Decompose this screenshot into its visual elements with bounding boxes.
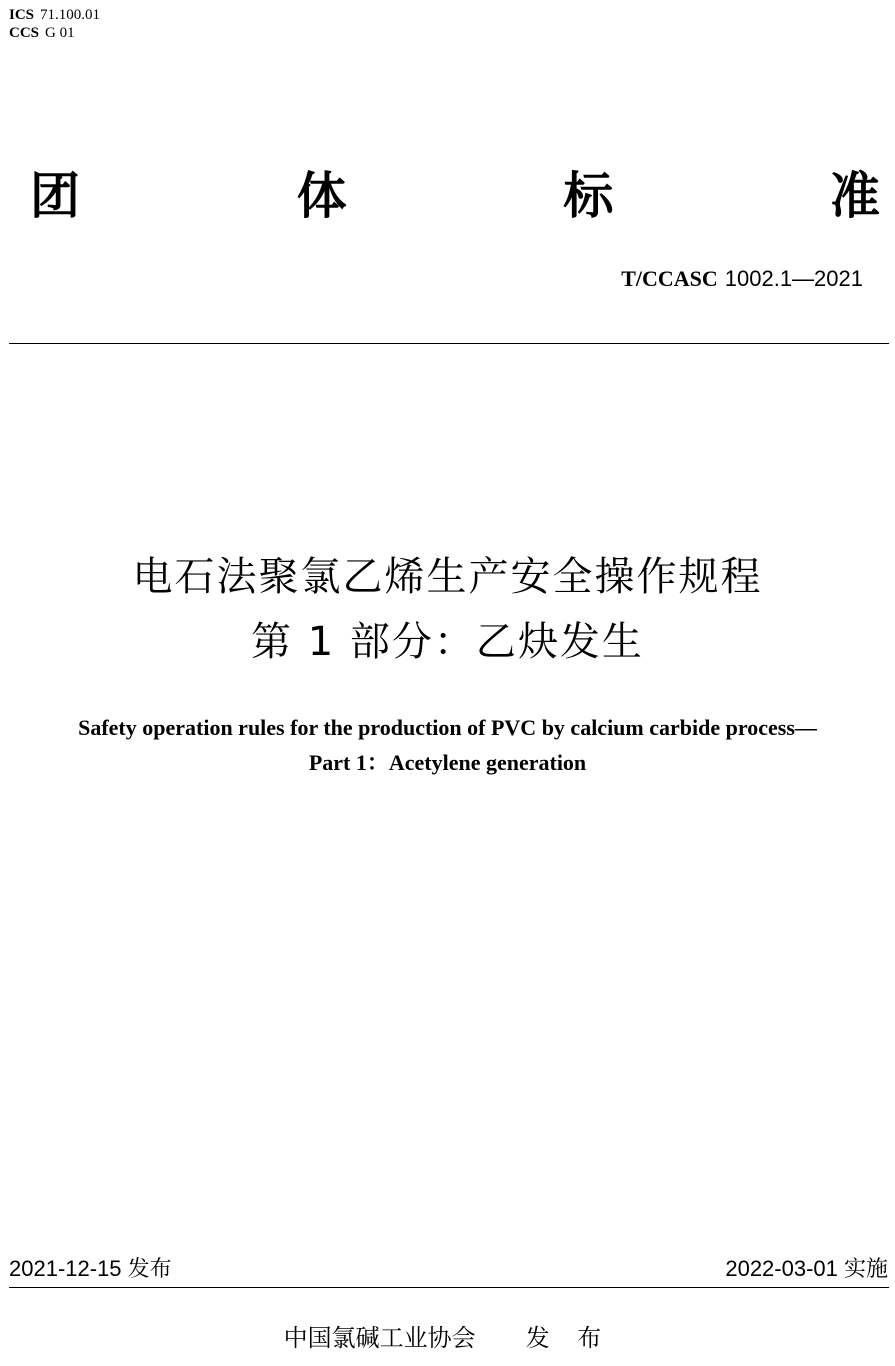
standard-type-char: 体 <box>296 167 347 225</box>
chinese-title-line-1: 电石法聚氯乙烯生产安全操作规程 <box>132 554 763 600</box>
bottom-divider <box>9 1287 889 1288</box>
standard-type-heading <box>30 166 880 226</box>
publisher-action: 发 布 <box>525 1324 612 1352</box>
english-title-line-2: Part 1：Acetylene generation <box>308 750 587 775</box>
standard-number-prefix: T/CCASC <box>621 266 718 291</box>
publisher-name: 中国氯碱工业协会 <box>283 1324 476 1352</box>
ccs-value: G 01 <box>45 25 75 41</box>
classification-codes <box>9 6 100 42</box>
issue-date: 2021-12-15 发布 <box>9 1256 172 1281</box>
english-title-line-1: Safety operation rules for the production of PVC by calcium carbide process— <box>78 715 817 740</box>
standard-number-rest: 1002.1—2021 <box>724 266 863 291</box>
standard-type-char: 标 <box>563 167 614 225</box>
ccs-label: CCS <box>9 25 40 41</box>
standard-number <box>621 265 863 294</box>
implementation-date: 2022-03-01 实施 <box>725 1256 888 1281</box>
ics-code <box>9 6 100 24</box>
standard-type-char: 准 <box>829 167 880 225</box>
standard-type-char: 团 <box>30 167 80 225</box>
ccs-code <box>9 24 100 42</box>
top-divider <box>9 343 889 344</box>
chinese-title-line-2: 第 1 部分：乙炔发生 <box>251 619 644 665</box>
ics-label: ICS <box>9 7 35 23</box>
ics-value: 71.100.01 <box>40 7 101 23</box>
publisher <box>0 1322 895 1354</box>
